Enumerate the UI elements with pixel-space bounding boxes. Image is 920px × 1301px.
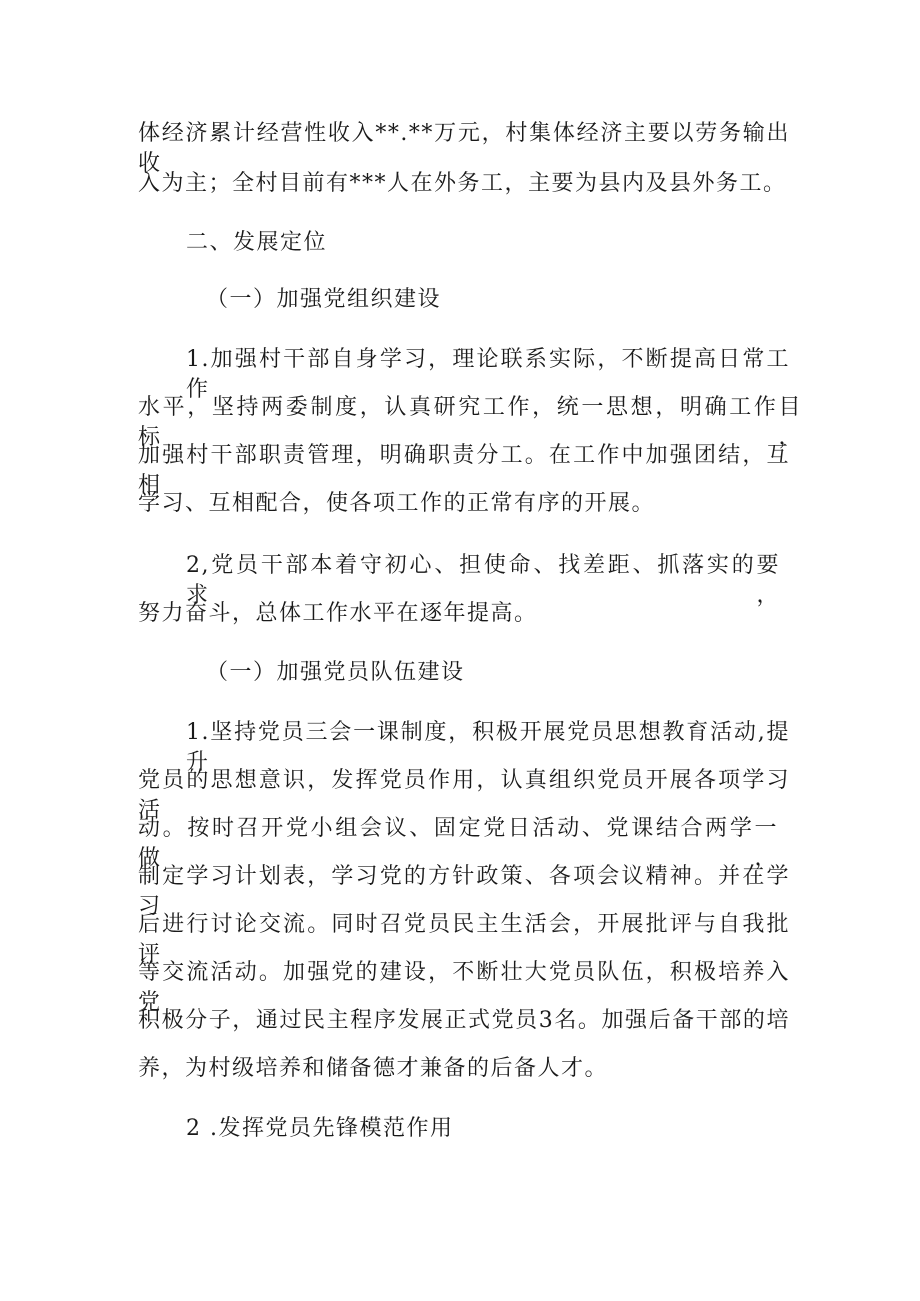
body-text-line: 水平，坚持两委制度，认真研究工作，统一思想，明确工作目标， — [138, 395, 802, 450]
body-text-line: 努力奋斗，总体工作水平在逐年提高。 — [138, 601, 538, 626]
body-text-line: 2,党员干部本着守初心、担使命、找差距、抓落实的要求， — [186, 553, 780, 608]
body-text-line: 党员的思想意识，发挥党员作用，认真组织党员开展各项学习活 — [138, 768, 790, 823]
body-text-line: 动。按时召开党小组会议、固定党日活动、党课结合两学一做， — [138, 816, 778, 871]
body-text-line: 加强村干部职责管理，明确职责分工。在工作中加强团结，互相 — [138, 443, 790, 498]
body-text-line: 制定学习计划表，学习党的方针政策、各项会议精神。并在学习 — [138, 864, 790, 919]
body-text-line: 后进行讨论交流。同时召党员民主生活会，开展批评与自我批评 — [138, 912, 790, 967]
body-text-line: 体经济累计经营性收入**.**万元，村集体经济主要以劳务输出收 — [138, 121, 790, 176]
body-text-line: 等交流活动。加强党的建设，不断壮大党员队伍，积极培养入党 — [138, 960, 790, 1015]
section-heading: 二、发展定位 — [186, 230, 328, 255]
body-text-line: 学习、互相配合，使各项工作的正常有序的开展。 — [138, 491, 656, 516]
body-text-line: 积极分子，通过民主程序发展正式党员3名。加强后备干部的培 — [138, 1008, 790, 1033]
body-text-line: 1.加强村干部自身学习，理论联系实际，不断提高日常工作 — [186, 347, 790, 402]
subsection-heading: 2 .发挥党员先锋模范作用 — [186, 1116, 454, 1141]
body-text-line: 养，为村级培养和储备德才兼备的后备人才。 — [138, 1056, 609, 1081]
subsection-heading: （一）加强党员队伍建设 — [206, 660, 465, 685]
subsection-heading: （一）加强党组织建设 — [206, 287, 442, 312]
body-text-line: 入为主；全村目前有***人在外务工，主要为县内及县外务工。 — [138, 171, 787, 196]
body-text-line: 1.坚持党员三会一课制度，积极开展党员思想教育活动,提升 — [186, 720, 790, 775]
